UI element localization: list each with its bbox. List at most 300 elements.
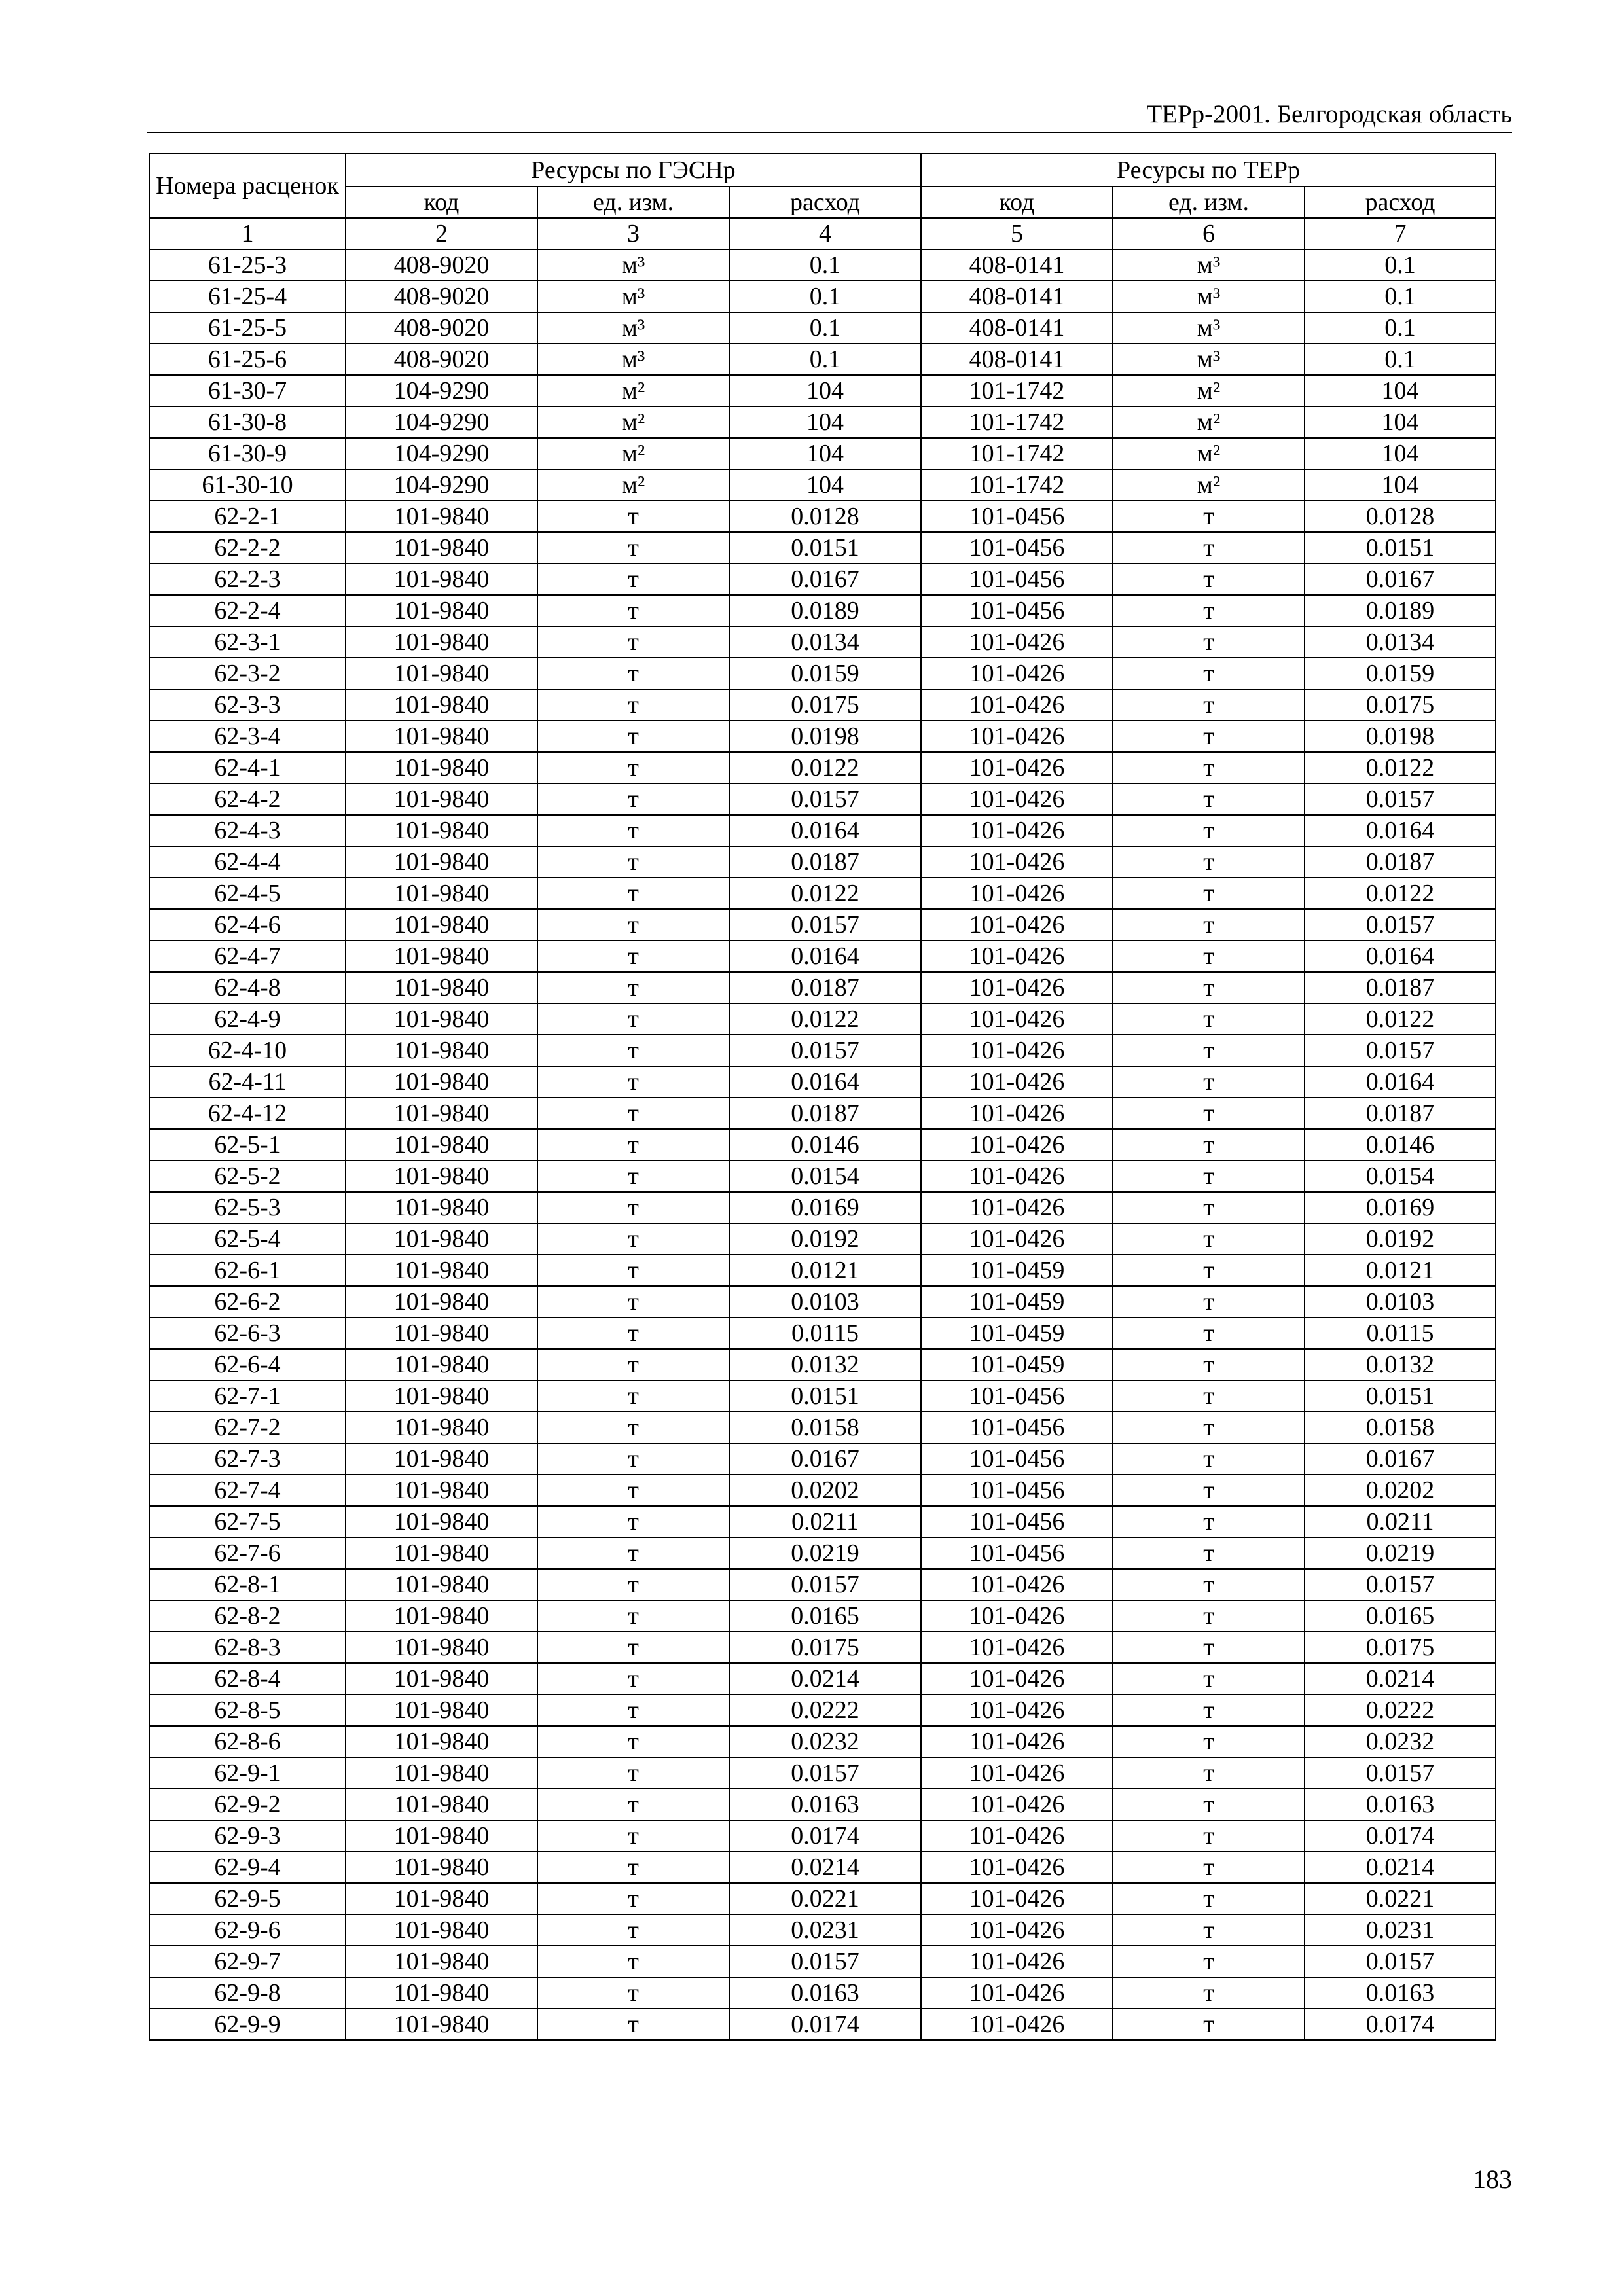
- table-row: [149, 249, 1496, 281]
- cell-gesn-unit: т: [537, 1757, 729, 1789]
- table-row: [149, 564, 1496, 595]
- cell-ter-code: 408-0141: [921, 249, 1113, 281]
- cell-gesn-qty: 0.0151: [729, 532, 921, 564]
- cell-gesn-code: 408-9020: [346, 312, 537, 344]
- cell-ter-unit: т: [1113, 1380, 1305, 1412]
- cell-ter-qty: 0.0175: [1305, 1632, 1496, 1663]
- cell-rate-number: 62-6-2: [149, 1286, 346, 1318]
- cell-gesn-code: 101-9840: [346, 1726, 537, 1757]
- cell-ter-unit: м²: [1113, 406, 1305, 438]
- table-row: [149, 375, 1496, 406]
- cell-ter-qty: 0.0122: [1305, 1003, 1496, 1035]
- cell-gesn-code: 101-9840: [346, 1475, 537, 1506]
- cell-ter-unit: т: [1113, 689, 1305, 721]
- cell-gesn-code: 101-9840: [346, 1883, 537, 1914]
- cell-ter-qty: 0.0151: [1305, 1380, 1496, 1412]
- column-number: 7: [1305, 218, 1496, 249]
- cell-ter-unit: т: [1113, 752, 1305, 783]
- cell-ter-code: 101-0456: [921, 1443, 1113, 1475]
- cell-gesn-code: 101-9840: [346, 1066, 537, 1098]
- cell-gesn-code: 104-9290: [346, 406, 537, 438]
- cell-gesn-code: 101-9840: [346, 1035, 537, 1066]
- table-row: [149, 469, 1496, 501]
- cell-ter-unit: т: [1113, 1160, 1305, 1192]
- cell-gesn-code: 408-9020: [346, 344, 537, 375]
- table-row: [149, 1757, 1496, 1789]
- cell-gesn-qty: 0.0146: [729, 1129, 921, 1160]
- table-row: [149, 1537, 1496, 1569]
- cell-ter-qty: 0.0157: [1305, 1757, 1496, 1789]
- cell-ter-unit: т: [1113, 1192, 1305, 1223]
- cell-gesn-code: 101-9840: [346, 1789, 537, 1820]
- cell-gesn-qty: 0.0157: [729, 1946, 921, 1977]
- cell-gesn-unit: т: [537, 878, 729, 909]
- cell-rate-number: 62-4-5: [149, 878, 346, 909]
- cell-ter-code: 101-0426: [921, 1820, 1113, 1852]
- cell-gesn-unit: м³: [537, 312, 729, 344]
- table-row: [149, 1443, 1496, 1475]
- cell-ter-unit: т: [1113, 815, 1305, 846]
- cell-ter-qty: 0.0164: [1305, 941, 1496, 972]
- cell-gesn-qty: 0.0219: [729, 1537, 921, 1569]
- cell-gesn-qty: 0.0122: [729, 878, 921, 909]
- cell-ter-qty: 0.0159: [1305, 658, 1496, 689]
- cell-rate-number: 62-3-2: [149, 658, 346, 689]
- cell-gesn-unit: м²: [537, 469, 729, 501]
- cell-gesn-unit: т: [537, 1946, 729, 1977]
- cell-ter-unit: т: [1113, 1757, 1305, 1789]
- table-row: [149, 532, 1496, 564]
- cell-ter-unit: т: [1113, 1820, 1305, 1852]
- cell-gesn-unit: т: [537, 1066, 729, 1098]
- cell-ter-code: 101-0426: [921, 1789, 1113, 1820]
- table-row: [149, 1066, 1496, 1098]
- cell-rate-number: 61-30-8: [149, 406, 346, 438]
- cell-rate-number: 62-9-8: [149, 1977, 346, 2009]
- table-row: [149, 752, 1496, 783]
- cell-rate-number: 62-4-8: [149, 972, 346, 1003]
- table-row: [149, 1914, 1496, 1946]
- cell-gesn-unit: т: [537, 1569, 729, 1600]
- cell-ter-code: 101-0456: [921, 1380, 1113, 1412]
- cell-gesn-unit: м³: [537, 344, 729, 375]
- cell-rate-number: 62-4-9: [149, 1003, 346, 1035]
- header-ter-qty: расход: [1305, 187, 1496, 218]
- cell-ter-qty: 0.1: [1305, 281, 1496, 312]
- cell-ter-unit: т: [1113, 1632, 1305, 1663]
- cell-gesn-unit: т: [537, 1318, 729, 1349]
- cell-gesn-qty: 0.0157: [729, 909, 921, 941]
- cell-rate-number: 62-4-6: [149, 909, 346, 941]
- cell-rate-number: 61-25-6: [149, 344, 346, 375]
- cell-gesn-qty: 0.0174: [729, 2009, 921, 2040]
- cell-gesn-unit: м²: [537, 438, 729, 469]
- cell-rate-number: 62-9-4: [149, 1852, 346, 1883]
- header-gesn-unit: ед. изм.: [537, 187, 729, 218]
- cell-gesn-code: 101-9840: [346, 1129, 537, 1160]
- cell-gesn-code: 101-9840: [346, 689, 537, 721]
- cell-ter-qty: 0.0163: [1305, 1789, 1496, 1820]
- cell-ter-code: 408-0141: [921, 344, 1113, 375]
- header-rates-numbers: Номера расценок: [149, 154, 346, 218]
- cell-rate-number: 62-7-3: [149, 1443, 346, 1475]
- cell-gesn-unit: т: [537, 2009, 729, 2040]
- cell-gesn-qty: 0.0163: [729, 1977, 921, 2009]
- cell-gesn-unit: т: [537, 501, 729, 532]
- cell-ter-qty: 0.0157: [1305, 1946, 1496, 1977]
- cell-gesn-code: 101-9840: [346, 878, 537, 909]
- cell-rate-number: 62-6-3: [149, 1318, 346, 1349]
- column-number: 4: [729, 218, 921, 249]
- cell-ter-unit: т: [1113, 1977, 1305, 2009]
- cell-gesn-qty: 0.0214: [729, 1663, 921, 1695]
- cell-ter-code: 101-0426: [921, 815, 1113, 846]
- cell-gesn-unit: т: [537, 1129, 729, 1160]
- cell-ter-qty: 0.0132: [1305, 1349, 1496, 1380]
- table-row: [149, 658, 1496, 689]
- cell-gesn-code: 101-9840: [346, 1380, 537, 1412]
- cell-gesn-qty: 0.1: [729, 344, 921, 375]
- cell-rate-number: 62-7-4: [149, 1475, 346, 1506]
- cell-ter-qty: 0.0103: [1305, 1286, 1496, 1318]
- cell-ter-qty: 0.0202: [1305, 1475, 1496, 1506]
- cell-ter-code: 101-0456: [921, 501, 1113, 532]
- cell-ter-qty: 0.0198: [1305, 721, 1496, 752]
- cell-gesn-unit: т: [537, 1286, 729, 1318]
- column-number: 5: [921, 218, 1113, 249]
- cell-ter-code: 101-0426: [921, 721, 1113, 752]
- cell-gesn-unit: т: [537, 815, 729, 846]
- cell-gesn-qty: 0.0128: [729, 501, 921, 532]
- cell-gesn-code: 104-9290: [346, 438, 537, 469]
- cell-gesn-code: 101-9840: [346, 721, 537, 752]
- cell-gesn-qty: 0.0121: [729, 1255, 921, 1286]
- cell-rate-number: 62-4-7: [149, 941, 346, 972]
- cell-ter-unit: т: [1113, 1789, 1305, 1820]
- cell-ter-qty: 0.0164: [1305, 815, 1496, 846]
- cell-rate-number: 62-7-1: [149, 1380, 346, 1412]
- table-row: [149, 783, 1496, 815]
- table-row: [149, 972, 1496, 1003]
- column-number: 3: [537, 218, 729, 249]
- cell-ter-unit: т: [1113, 941, 1305, 972]
- cell-rate-number: 62-8-3: [149, 1632, 346, 1663]
- cell-ter-unit: т: [1113, 532, 1305, 564]
- cell-gesn-qty: 0.0214: [729, 1852, 921, 1883]
- cell-rate-number: 62-8-5: [149, 1695, 346, 1726]
- cell-ter-code: 101-0426: [921, 1914, 1113, 1946]
- cell-rate-number: 62-5-3: [149, 1192, 346, 1223]
- cell-rate-number: 61-25-5: [149, 312, 346, 344]
- cell-gesn-qty: 0.0151: [729, 1380, 921, 1412]
- cell-ter-unit: т: [1113, 972, 1305, 1003]
- cell-ter-unit: т: [1113, 909, 1305, 941]
- cell-gesn-qty: 0.0189: [729, 595, 921, 626]
- table-row: [149, 1946, 1496, 1977]
- cell-ter-qty: 0.0187: [1305, 972, 1496, 1003]
- cell-ter-code: 101-0426: [921, 2009, 1113, 2040]
- cell-gesn-qty: 0.0132: [729, 1349, 921, 1380]
- cell-gesn-unit: т: [537, 1789, 729, 1820]
- cell-rate-number: 61-25-3: [149, 249, 346, 281]
- cell-ter-qty: 0.0222: [1305, 1695, 1496, 1726]
- cell-ter-code: 101-0459: [921, 1255, 1113, 1286]
- table-row: [149, 1506, 1496, 1537]
- cell-ter-qty: 0.0232: [1305, 1726, 1496, 1757]
- cell-gesn-qty: 0.0122: [729, 1003, 921, 1035]
- cell-gesn-qty: 0.0165: [729, 1600, 921, 1632]
- cell-ter-unit: т: [1113, 1129, 1305, 1160]
- cell-gesn-unit: т: [537, 941, 729, 972]
- cell-gesn-qty: 104: [729, 469, 921, 501]
- cell-ter-unit: т: [1113, 1506, 1305, 1537]
- cell-gesn-qty: 104: [729, 406, 921, 438]
- header-ter-resources: Ресурсы по ТЕРр: [921, 154, 1496, 187]
- cell-ter-qty: 0.0165: [1305, 1600, 1496, 1632]
- cell-ter-unit: т: [1113, 1223, 1305, 1255]
- cell-ter-unit: м³: [1113, 344, 1305, 375]
- cell-gesn-unit: т: [537, 721, 729, 752]
- cell-rate-number: 62-3-4: [149, 721, 346, 752]
- cell-ter-unit: т: [1113, 846, 1305, 878]
- cell-ter-code: 101-0426: [921, 689, 1113, 721]
- cell-ter-qty: 0.0134: [1305, 626, 1496, 658]
- cell-ter-qty: 104: [1305, 469, 1496, 501]
- cell-gesn-code: 101-9840: [346, 752, 537, 783]
- cell-ter-qty: 0.0231: [1305, 1914, 1496, 1946]
- table-body: [149, 249, 1496, 2040]
- table-row: [149, 1475, 1496, 1506]
- cell-rate-number: 62-4-3: [149, 815, 346, 846]
- table-row: [149, 1632, 1496, 1663]
- cell-ter-code: 101-0426: [921, 1600, 1113, 1632]
- table-row: [149, 1380, 1496, 1412]
- header-gesn-code: код: [346, 187, 537, 218]
- table-row: [149, 1600, 1496, 1632]
- cell-rate-number: 62-3-1: [149, 626, 346, 658]
- cell-rate-number: 62-4-2: [149, 783, 346, 815]
- cell-ter-code: 101-0426: [921, 1883, 1113, 1914]
- cell-ter-code: 101-0459: [921, 1349, 1113, 1380]
- cell-ter-qty: 0.0221: [1305, 1883, 1496, 1914]
- cell-ter-unit: м²: [1113, 469, 1305, 501]
- cell-ter-unit: т: [1113, 1946, 1305, 1977]
- cell-gesn-qty: 0.1: [729, 312, 921, 344]
- cell-ter-code: 101-0426: [921, 1035, 1113, 1066]
- cell-ter-code: 101-0456: [921, 1506, 1113, 1537]
- cell-gesn-qty: 0.0134: [729, 626, 921, 658]
- cell-ter-code: 101-0426: [921, 1946, 1113, 1977]
- cell-rate-number: 62-5-4: [149, 1223, 346, 1255]
- resources-table: [149, 153, 1496, 2041]
- cell-gesn-unit: т: [537, 1380, 729, 1412]
- cell-rate-number: 62-9-1: [149, 1757, 346, 1789]
- cell-gesn-code: 101-9840: [346, 1663, 537, 1695]
- cell-ter-unit: т: [1113, 1600, 1305, 1632]
- table-row: [149, 1160, 1496, 1192]
- cell-rate-number: 62-7-2: [149, 1412, 346, 1443]
- cell-ter-qty: 0.0158: [1305, 1412, 1496, 1443]
- cell-ter-code: 101-1742: [921, 375, 1113, 406]
- cell-gesn-qty: 0.0167: [729, 1443, 921, 1475]
- cell-gesn-code: 101-9840: [346, 1632, 537, 1663]
- cell-ter-qty: 0.1: [1305, 344, 1496, 375]
- cell-gesn-code: 101-9840: [346, 1223, 537, 1255]
- cell-ter-code: 101-0426: [921, 878, 1113, 909]
- cell-gesn-unit: т: [537, 1600, 729, 1632]
- cell-gesn-code: 408-9020: [346, 281, 537, 312]
- cell-ter-code: 101-0456: [921, 595, 1113, 626]
- cell-ter-code: 101-0426: [921, 1160, 1113, 1192]
- column-number: 1: [149, 218, 346, 249]
- cell-ter-unit: м²: [1113, 375, 1305, 406]
- cell-ter-code: 101-0426: [921, 1726, 1113, 1757]
- cell-ter-unit: т: [1113, 626, 1305, 658]
- table-row: [149, 1695, 1496, 1726]
- cell-ter-qty: 0.0175: [1305, 689, 1496, 721]
- table-row: [149, 1820, 1496, 1852]
- cell-ter-qty: 0.0214: [1305, 1663, 1496, 1695]
- cell-ter-code: 101-0426: [921, 783, 1113, 815]
- cell-ter-qty: 0.0169: [1305, 1192, 1496, 1223]
- cell-ter-code: 101-0426: [921, 626, 1113, 658]
- table-row: [149, 689, 1496, 721]
- cell-ter-qty: 0.0167: [1305, 564, 1496, 595]
- cell-ter-code: 101-0459: [921, 1286, 1113, 1318]
- cell-gesn-unit: т: [537, 1977, 729, 2009]
- cell-gesn-unit: т: [537, 1160, 729, 1192]
- table-row: [149, 438, 1496, 469]
- cell-ter-code: 101-0426: [921, 1695, 1113, 1726]
- cell-gesn-qty: 0.0164: [729, 1066, 921, 1098]
- cell-gesn-unit: т: [537, 909, 729, 941]
- cell-gesn-code: 101-9840: [346, 1914, 537, 1946]
- cell-ter-qty: 104: [1305, 438, 1496, 469]
- cell-ter-unit: т: [1113, 1003, 1305, 1035]
- cell-gesn-unit: м²: [537, 406, 729, 438]
- cell-gesn-code: 101-9840: [346, 532, 537, 564]
- table-row: [149, 1977, 1496, 2009]
- table-row: [149, 1883, 1496, 1914]
- cell-gesn-qty: 0.0192: [729, 1223, 921, 1255]
- cell-ter-code: 101-0426: [921, 1632, 1113, 1663]
- cell-ter-unit: т: [1113, 1475, 1305, 1506]
- cell-rate-number: 62-9-7: [149, 1946, 346, 1977]
- cell-ter-unit: т: [1113, 1663, 1305, 1695]
- cell-ter-unit: т: [1113, 1883, 1305, 1914]
- cell-gesn-unit: т: [537, 1820, 729, 1852]
- cell-gesn-unit: т: [537, 1726, 729, 1757]
- cell-ter-unit: м³: [1113, 249, 1305, 281]
- column-number: 2: [346, 218, 537, 249]
- cell-ter-qty: 0.0146: [1305, 1129, 1496, 1160]
- cell-ter-unit: т: [1113, 1852, 1305, 1883]
- cell-rate-number: 62-8-2: [149, 1600, 346, 1632]
- cell-rate-number: 62-6-4: [149, 1349, 346, 1380]
- cell-gesn-qty: 0.0157: [729, 1035, 921, 1066]
- cell-gesn-code: 101-9840: [346, 1192, 537, 1223]
- cell-ter-qty: 0.0157: [1305, 783, 1496, 815]
- table-row: [149, 1852, 1496, 1883]
- cell-gesn-code: 101-9840: [346, 2009, 537, 2040]
- cell-gesn-code: 101-9840: [346, 658, 537, 689]
- cell-rate-number: 62-2-2: [149, 532, 346, 564]
- cell-rate-number: 62-8-1: [149, 1569, 346, 1600]
- table-header: [149, 154, 1496, 249]
- cell-gesn-qty: 0.0163: [729, 1789, 921, 1820]
- table-row: [149, 1098, 1496, 1129]
- table-row: [149, 941, 1496, 972]
- cell-ter-qty: 104: [1305, 375, 1496, 406]
- cell-gesn-qty: 0.0103: [729, 1286, 921, 1318]
- table-row: [149, 312, 1496, 344]
- table-row: [149, 626, 1496, 658]
- table-row: [149, 1412, 1496, 1443]
- cell-ter-qty: 0.0167: [1305, 1443, 1496, 1475]
- cell-rate-number: 62-8-6: [149, 1726, 346, 1757]
- table-row: [149, 501, 1496, 532]
- column-number: 6: [1113, 218, 1305, 249]
- cell-gesn-unit: т: [537, 1632, 729, 1663]
- cell-ter-unit: т: [1113, 1286, 1305, 1318]
- cell-ter-unit: т: [1113, 1098, 1305, 1129]
- cell-ter-unit: т: [1113, 1412, 1305, 1443]
- cell-gesn-unit: т: [537, 1223, 729, 1255]
- cell-rate-number: 62-9-9: [149, 2009, 346, 2040]
- cell-ter-code: 101-0426: [921, 1223, 1113, 1255]
- cell-ter-unit: т: [1113, 1066, 1305, 1098]
- cell-rate-number: 62-4-11: [149, 1066, 346, 1098]
- cell-gesn-unit: т: [537, 1883, 729, 1914]
- cell-gesn-code: 101-9840: [346, 1977, 537, 2009]
- cell-ter-code: 101-1742: [921, 469, 1113, 501]
- cell-ter-qty: 0.0187: [1305, 846, 1496, 878]
- cell-gesn-qty: 0.0187: [729, 972, 921, 1003]
- cell-ter-unit: т: [1113, 2009, 1305, 2040]
- cell-ter-unit: т: [1113, 564, 1305, 595]
- cell-gesn-unit: т: [537, 1914, 729, 1946]
- cell-ter-unit: т: [1113, 721, 1305, 752]
- cell-gesn-unit: т: [537, 1852, 729, 1883]
- cell-rate-number: 62-5-2: [149, 1160, 346, 1192]
- page-number: 183: [1473, 2164, 1512, 2194]
- cell-ter-code: 101-0426: [921, 941, 1113, 972]
- cell-rate-number: 62-9-5: [149, 1883, 346, 1914]
- cell-gesn-unit: м²: [537, 375, 729, 406]
- cell-rate-number: 61-30-7: [149, 375, 346, 406]
- cell-ter-qty: 0.0115: [1305, 1318, 1496, 1349]
- cell-gesn-code: 101-9840: [346, 501, 537, 532]
- header-gesn-qty: расход: [729, 187, 921, 218]
- table-row: [149, 1349, 1496, 1380]
- cell-gesn-unit: т: [537, 1537, 729, 1569]
- cell-gesn-unit: т: [537, 1255, 729, 1286]
- cell-ter-qty: 104: [1305, 406, 1496, 438]
- cell-ter-unit: т: [1113, 1537, 1305, 1569]
- cell-ter-qty: 0.0128: [1305, 501, 1496, 532]
- cell-gesn-code: 408-9020: [346, 249, 537, 281]
- cell-gesn-qty: 0.0221: [729, 1883, 921, 1914]
- cell-gesn-qty: 104: [729, 375, 921, 406]
- cell-rate-number: 62-7-5: [149, 1506, 346, 1537]
- cell-gesn-code: 101-9840: [346, 1443, 537, 1475]
- cell-rate-number: 62-4-12: [149, 1098, 346, 1129]
- cell-gesn-unit: т: [537, 972, 729, 1003]
- cell-gesn-code: 101-9840: [346, 941, 537, 972]
- table-row: [149, 1255, 1496, 1286]
- cell-gesn-code: 101-9840: [346, 972, 537, 1003]
- cell-gesn-unit: м³: [537, 281, 729, 312]
